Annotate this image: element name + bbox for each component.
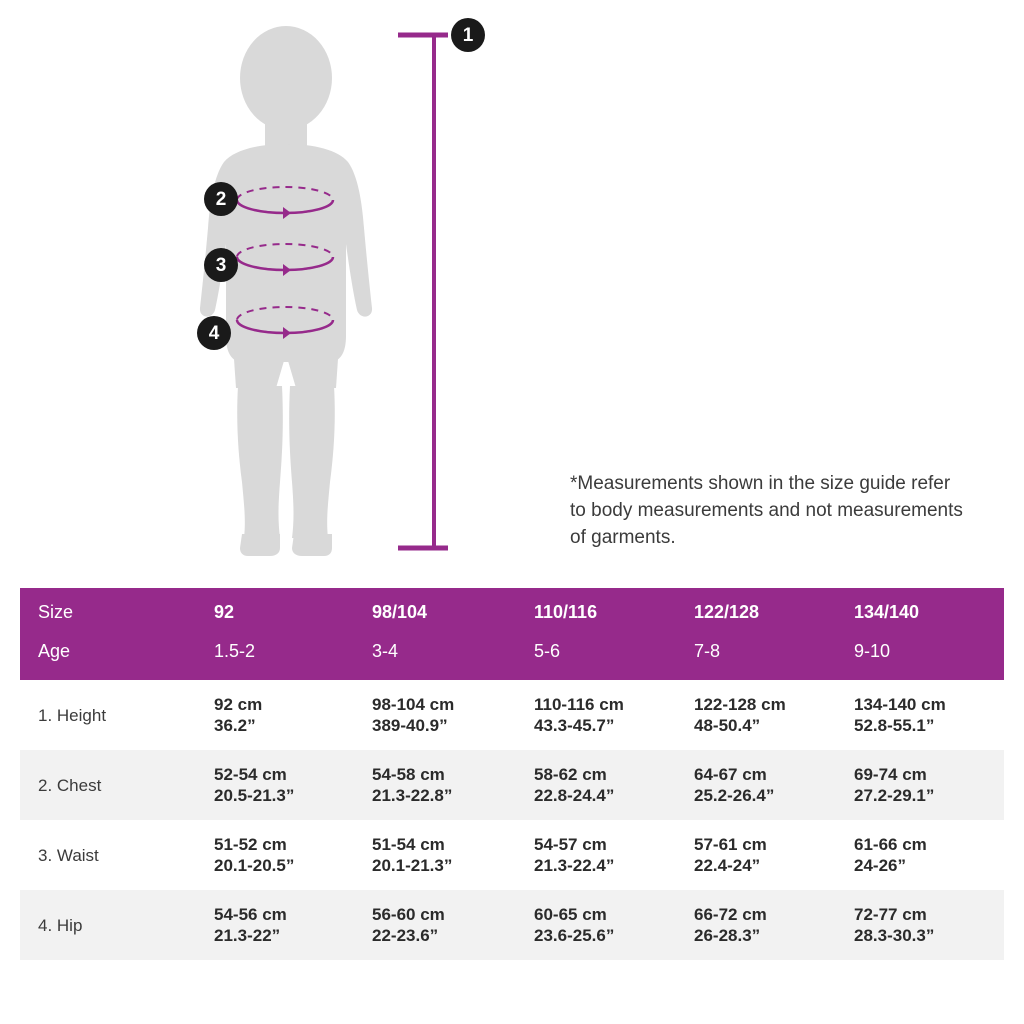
table-row-size xyxy=(20,588,1004,637)
cell-value-cm: 72-77 cm xyxy=(854,905,927,924)
cell-value-in: 43.3-45.7” xyxy=(534,716,615,735)
row-label-waist: 3. Waist xyxy=(38,845,99,865)
cell-value-in: 48-50.4” xyxy=(694,716,761,735)
cell-value-cm: 51-54 cm xyxy=(372,835,445,854)
cell-value-cm: 69-74 cm xyxy=(854,765,927,784)
cell-value-cm: 57-61 cm xyxy=(694,835,767,854)
row-label-chest: 2. Chest xyxy=(38,775,102,795)
cell-waist-110116 xyxy=(516,820,676,890)
cell-value-in: 22.4-24” xyxy=(694,856,761,875)
cell-value-cm: 60-65 cm xyxy=(534,905,607,924)
size-table-wrapper xyxy=(20,588,1004,960)
table-row xyxy=(20,750,1004,820)
cell-waist-134140 xyxy=(836,820,1004,890)
cell-value-in: 21.3-22.4” xyxy=(534,856,615,875)
cell-value-in: 21.3-22” xyxy=(214,926,281,945)
header-age-label: Age xyxy=(38,641,71,661)
cell-height-122128 xyxy=(676,680,836,750)
cell-value-cm: 54-57 cm xyxy=(534,835,607,854)
header-age-4: 9-10 xyxy=(854,641,891,661)
cell-value-cm: 110-116 cm xyxy=(534,695,624,714)
cell-chest-134140 xyxy=(836,750,1004,820)
cell-value-in: 20.1-21.3” xyxy=(372,856,453,875)
header-size-label: Size xyxy=(38,602,74,622)
cell-chest-110116 xyxy=(516,750,676,820)
size-table-body xyxy=(20,680,1004,960)
header-age-3: 7-8 xyxy=(694,641,721,661)
cell-chest-98104 xyxy=(354,750,516,820)
cell-height-110116 xyxy=(516,680,676,750)
marker-hip: 4 xyxy=(197,316,231,350)
header-age-1: 3-4 xyxy=(372,641,399,661)
cell-chest-92 xyxy=(196,750,354,820)
row-label-height: 1. Height xyxy=(38,705,107,725)
cell-value-in: 20.1-20.5” xyxy=(214,856,295,875)
size-table xyxy=(20,588,1004,960)
height-measure-line xyxy=(398,35,448,548)
cell-hip-134140 xyxy=(836,890,1004,960)
table-row xyxy=(20,680,1004,750)
cell-value-in: 24-26” xyxy=(854,856,906,875)
cell-value-in: 36.2” xyxy=(214,716,256,735)
header-size-1: 98/104 xyxy=(372,602,428,622)
cell-value-cm: 52-54 cm xyxy=(214,765,287,784)
row-label-hip: 4. Hip xyxy=(38,915,83,935)
table-row xyxy=(20,820,1004,890)
child-body-shape xyxy=(200,26,372,556)
cell-value-in: 52.8-55.1” xyxy=(854,716,935,735)
header-age-2: 5-6 xyxy=(534,641,561,661)
header-size-4: 134/140 xyxy=(854,602,920,622)
cell-value-in: 20.5-21.3” xyxy=(214,786,295,805)
cell-value-cm: 122-128 cm xyxy=(694,695,786,714)
cell-waist-92 xyxy=(196,820,354,890)
header-age-0: 1.5-2 xyxy=(214,641,256,661)
cell-height-134140 xyxy=(836,680,1004,750)
cell-value-in: 28.3-30.3” xyxy=(854,926,935,945)
cell-hip-122128 xyxy=(676,890,836,960)
header-size-2: 110/116 xyxy=(534,602,598,622)
table-row xyxy=(20,890,1004,960)
cell-hip-92 xyxy=(196,890,354,960)
cell-waist-98104 xyxy=(354,820,516,890)
cell-chest-122128 xyxy=(676,750,836,820)
cell-value-in: 23.6-25.6” xyxy=(534,926,615,945)
measurements-note: *Measurements shown in the size guide refer to body measurements and not measurements of garments. xyxy=(570,473,963,548)
cell-value-cm: 92 cm xyxy=(214,695,263,714)
size-table-head xyxy=(20,588,1004,680)
header-size-0: 92 xyxy=(214,602,235,622)
cell-value-in: 389-40.9” xyxy=(372,716,448,735)
cell-waist-122128 xyxy=(676,820,836,890)
cell-hip-98104 xyxy=(354,890,516,960)
marker-chest: 2 xyxy=(204,182,238,216)
cell-value-cm: 54-58 cm xyxy=(372,765,445,784)
cell-value-in: 25.2-26.4” xyxy=(694,786,775,805)
cell-height-98104 xyxy=(354,680,516,750)
cell-value-cm: 98-104 cm xyxy=(372,695,455,714)
marker-waist: 3 xyxy=(204,248,238,282)
marker-height: 1 xyxy=(451,18,485,52)
cell-value-in: 26-28.3” xyxy=(694,926,761,945)
cell-value-cm: 61-66 cm xyxy=(854,835,927,854)
cell-value-in: 27.2-29.1” xyxy=(854,786,935,805)
header-size-3: 122/128 xyxy=(694,602,760,622)
table-row-age xyxy=(20,637,1004,680)
cell-value-in: 22-23.6” xyxy=(372,926,439,945)
cell-value-cm: 64-67 cm xyxy=(694,765,767,784)
cell-height-92 xyxy=(196,680,354,750)
cell-hip-110116 xyxy=(516,890,676,960)
cell-value-cm: 66-72 cm xyxy=(694,905,767,924)
cell-value-cm: 51-52 cm xyxy=(214,835,287,854)
cell-value-in: 21.3-22.8” xyxy=(372,786,453,805)
cell-value-cm: 134-140 cm xyxy=(854,695,946,714)
cell-value-cm: 54-56 cm xyxy=(214,905,287,924)
cell-value-cm: 58-62 cm xyxy=(534,765,607,784)
cell-value-in: 22.8-24.4” xyxy=(534,786,615,805)
cell-value-cm: 56-60 cm xyxy=(372,905,445,924)
